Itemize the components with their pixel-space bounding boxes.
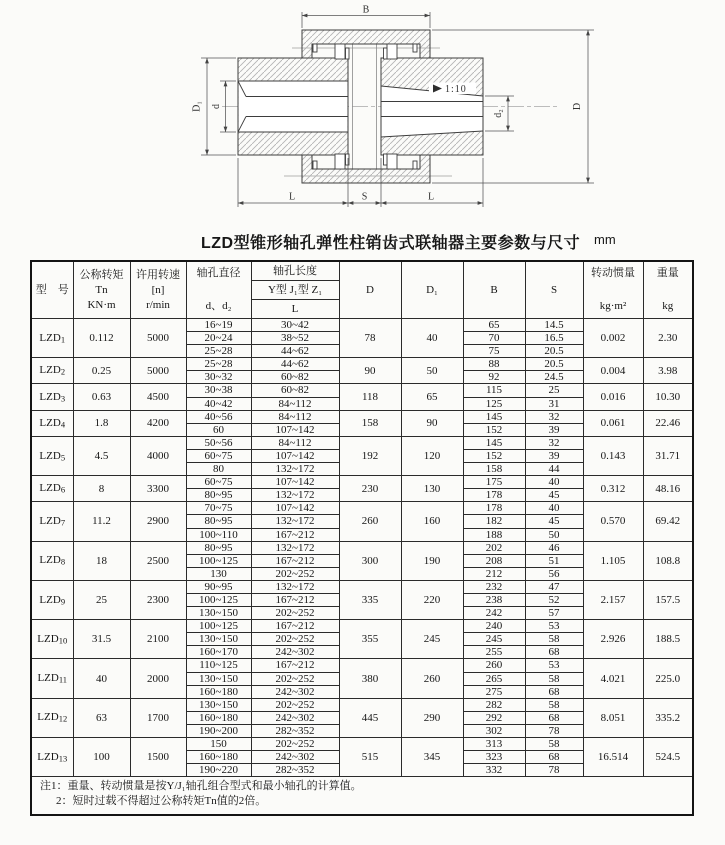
bore-diameter-cell: 70~75 (186, 502, 251, 515)
bore-diameter-cell: 80~95 (186, 541, 251, 554)
table-row (31, 541, 693, 554)
header-b: B (463, 261, 525, 319)
model-cell: LZD1 (31, 319, 73, 358)
b-cell: 178 (463, 502, 525, 515)
s-cell: 58 (525, 698, 583, 711)
torque-cell: 8 (73, 476, 130, 502)
inertia-cell: 0.312 (583, 476, 643, 502)
bore-length-cell: 30~42 (251, 319, 339, 332)
b-cell: 260 (463, 659, 525, 672)
b-cell: 145 (463, 436, 525, 449)
b-cell: 238 (463, 593, 525, 606)
model-cell: LZD13 (31, 738, 73, 777)
speed-cell: 2500 (130, 541, 186, 580)
unit-label: mm (594, 232, 616, 247)
b-cell: 245 (463, 633, 525, 646)
bore-length-cell: 202~252 (251, 607, 339, 620)
torque-cell: 1.8 (73, 410, 130, 436)
s-cell: 78 (525, 764, 583, 777)
model-cell: LZD5 (31, 436, 73, 475)
header-bore-length-title: 轴孔长度 (252, 262, 339, 281)
bore-diameter-cell: 80~95 (186, 515, 251, 528)
s-cell: 14.5 (525, 319, 583, 332)
inertia-cell: 8.051 (583, 698, 643, 737)
drawing-svg (0, 0, 725, 230)
s-cell: 68 (525, 711, 583, 724)
torque-cell: 0.25 (73, 358, 130, 384)
s-cell: 40 (525, 502, 583, 515)
header-d: D (339, 261, 401, 319)
bore-length-cell: 202~252 (251, 672, 339, 685)
model-cell: LZD10 (31, 620, 73, 659)
b-cell: 152 (463, 423, 525, 436)
weight-cell: 335.2 (643, 698, 693, 737)
bore-diameter-cell: 20~24 (186, 332, 251, 345)
header-torque-unit: KN·m (87, 298, 116, 311)
outer-diameter-cell: 355 (339, 620, 401, 659)
model-cell: LZD3 (31, 384, 73, 410)
bore-diameter-cell: 100~125 (186, 593, 251, 606)
note-line-1: 注1：重量、转动惯量是按Y/J₁轴孔组合型式和最小轴孔的计算值。 (40, 780, 362, 793)
d1-cell: 160 (401, 502, 463, 541)
bore-diameter-cell: 60~75 (186, 449, 251, 462)
bore-diameter-cell: 130~150 (186, 633, 251, 646)
s-cell: 20.5 (525, 358, 583, 371)
b-cell: 202 (463, 541, 525, 554)
s-cell: 31 (525, 397, 583, 410)
s-cell: 47 (525, 580, 583, 593)
b-cell: 175 (463, 476, 525, 489)
s-cell: 50 (525, 528, 583, 541)
bore-diameter-cell: 130 (186, 567, 251, 580)
speed-cell: 1700 (130, 698, 186, 737)
bore-diameter-cell: 190~200 (186, 724, 251, 737)
outer-diameter-cell: 158 (339, 410, 401, 436)
dim-label-d1: D₁ (191, 101, 203, 112)
d1-cell: 40 (401, 319, 463, 358)
b-cell: 188 (463, 528, 525, 541)
outer-diameter-cell: 260 (339, 502, 401, 541)
bore-diameter-cell: 30~38 (186, 384, 251, 397)
bore-length-cell: 84~112 (251, 410, 339, 423)
weight-cell: 31.71 (643, 436, 693, 475)
dim-label-l-right: L (427, 191, 435, 203)
s-cell: 57 (525, 607, 583, 620)
bore-diameter-cell: 90~95 (186, 580, 251, 593)
bore-length-cell: 60~82 (251, 371, 339, 384)
header-bore-length-symbol: L (291, 303, 299, 315)
header-torque-title: 公称转矩 (79, 268, 124, 281)
header-weight-title: 重量 (656, 267, 679, 279)
bore-diameter-cell: 160~180 (186, 685, 251, 698)
d1-cell: 50 (401, 358, 463, 384)
b-cell: 92 (463, 371, 525, 384)
model-cell: LZD8 (31, 541, 73, 580)
table-row (31, 410, 693, 423)
dim-label-l-left: L (288, 191, 296, 203)
bore-diameter-cell: 100~125 (186, 620, 251, 633)
bore-length-cell: 202~252 (251, 738, 339, 751)
bore-length-cell: 132~172 (251, 541, 339, 554)
outer-diameter-cell: 90 (339, 358, 401, 384)
s-cell: 45 (525, 489, 583, 502)
b-cell: 65 (463, 319, 525, 332)
s-cell: 40 (525, 476, 583, 489)
parameters-table (30, 260, 694, 816)
header-speed-title: 许用转速 (136, 268, 180, 281)
bore-length-cell: 132~172 (251, 580, 339, 593)
table-row (31, 358, 693, 371)
inertia-cell: 16.514 (583, 738, 643, 777)
bore-diameter-cell: 25~28 (186, 358, 251, 371)
weight-cell: 48.16 (643, 476, 693, 502)
bottom-sleeve (302, 155, 430, 183)
s-cell: 39 (525, 449, 583, 462)
s-cell: 24.5 (525, 371, 583, 384)
weight-cell: 108.8 (643, 541, 693, 580)
s-cell: 32 (525, 436, 583, 449)
b-cell: 212 (463, 567, 525, 580)
bore-length-cell: 242~302 (251, 711, 339, 724)
b-cell: 282 (463, 698, 525, 711)
bore-length-cell: 84~112 (251, 397, 339, 410)
outer-diameter-cell: 380 (339, 659, 401, 698)
torque-cell: 31.5 (73, 620, 130, 659)
d1-cell: 345 (401, 738, 463, 777)
outer-diameter-cell: 78 (339, 319, 401, 358)
bore-length-cell: 84~112 (251, 436, 339, 449)
table-header (31, 261, 693, 319)
table-row (31, 436, 693, 449)
inertia-cell: 0.143 (583, 436, 643, 475)
weight-cell: 2.30 (643, 319, 693, 358)
model-cell: LZD7 (31, 502, 73, 541)
s-cell: 58 (525, 738, 583, 751)
table-row (31, 698, 693, 711)
torque-cell: 63 (73, 698, 130, 737)
b-cell: 178 (463, 489, 525, 502)
dim-label-s: S (361, 191, 368, 203)
weight-cell: 225.0 (643, 659, 693, 698)
s-cell: 68 (525, 751, 583, 764)
coupling-section-drawing (0, 0, 725, 230)
b-cell: 323 (463, 751, 525, 764)
outer-diameter-cell: 118 (339, 384, 401, 410)
s-cell: 39 (525, 423, 583, 436)
b-cell: 232 (463, 580, 525, 593)
inertia-cell: 2.157 (583, 580, 643, 619)
s-cell: 53 (525, 659, 583, 672)
bore-length-cell: 107~142 (251, 449, 339, 462)
header-torque-symbol: Tn (95, 283, 108, 296)
bore-length-cell: 60~82 (251, 384, 339, 397)
bore-diameter-cell: 60 (186, 423, 251, 436)
bore-diameter-cell: 25~28 (186, 345, 251, 358)
bore-diameter-cell: 160~170 (186, 646, 251, 659)
s-cell: 53 (525, 620, 583, 633)
bore-diameter-cell: 100~110 (186, 528, 251, 541)
header-torque (73, 261, 130, 319)
d1-cell: 245 (401, 620, 463, 659)
b-cell: 70 (463, 332, 525, 345)
speed-cell: 4200 (130, 410, 186, 436)
bore-length-cell: 132~172 (251, 515, 339, 528)
bore-diameter-cell: 80 (186, 463, 251, 476)
torque-cell: 0.63 (73, 384, 130, 410)
model-cell: LZD4 (31, 410, 73, 436)
torque-cell: 100 (73, 738, 130, 777)
d1-cell: 260 (401, 659, 463, 698)
bore-diameter-cell: 150 (186, 738, 251, 751)
bore-diameter-cell: 130~150 (186, 607, 251, 620)
s-cell: 32 (525, 410, 583, 423)
bore-length-cell: 242~302 (251, 685, 339, 698)
bore-diameter-cell: 130~150 (186, 672, 251, 685)
torque-cell: 4.5 (73, 436, 130, 475)
header-bore-length-types: Y型 J₁型 Z₁ (252, 281, 339, 300)
b-cell: 208 (463, 554, 525, 567)
model-cell: LZD12 (31, 698, 73, 737)
d1-cell: 190 (401, 541, 463, 580)
b-cell: 75 (463, 345, 525, 358)
bore-length-cell: 242~302 (251, 751, 339, 764)
dim-label-d-outer: D (572, 102, 583, 111)
speed-cell: 4000 (130, 436, 186, 475)
speed-cell: 1500 (130, 738, 186, 777)
d1-cell: 130 (401, 476, 463, 502)
table-row (31, 384, 693, 397)
s-cell: 46 (525, 541, 583, 554)
b-cell: 302 (463, 724, 525, 737)
b-cell: 242 (463, 607, 525, 620)
outer-diameter-cell: 192 (339, 436, 401, 475)
speed-cell: 2000 (130, 659, 186, 698)
inertia-cell: 0.004 (583, 358, 643, 384)
inertia-cell: 0.061 (583, 410, 643, 436)
b-cell: 158 (463, 463, 525, 476)
bore-length-cell: 132~172 (251, 463, 339, 476)
table-row (31, 502, 693, 515)
bore-diameter-cell: 30~32 (186, 371, 251, 384)
table-row (31, 319, 693, 332)
s-cell: 56 (525, 567, 583, 580)
table-row (31, 738, 693, 751)
b-cell: 88 (463, 358, 525, 371)
note-line-2: 2：短时过载不得超过公称转矩Tn值的2倍。 (56, 795, 267, 808)
b-cell: 240 (463, 620, 525, 633)
weight-cell: 10.30 (643, 384, 693, 410)
top-sleeve (302, 30, 430, 58)
bore-length-cell: 107~142 (251, 502, 339, 515)
d1-cell: 290 (401, 698, 463, 737)
b-cell: 125 (463, 397, 525, 410)
bore-diameter-cell: 40~56 (186, 410, 251, 423)
bore-length-cell: 167~212 (251, 554, 339, 567)
header-d1: D₁ (401, 261, 463, 319)
b-cell: 115 (463, 384, 525, 397)
b-cell: 265 (463, 672, 525, 685)
b-cell: 292 (463, 711, 525, 724)
s-cell: 25 (525, 384, 583, 397)
b-cell: 255 (463, 646, 525, 659)
weight-cell: 157.5 (643, 580, 693, 619)
header-bore-diameter-symbol: d、d₂ (205, 299, 232, 312)
bore-diameter-cell: 40~42 (186, 397, 251, 410)
speed-cell: 2100 (130, 620, 186, 659)
s-cell: 51 (525, 554, 583, 567)
header-row (31, 261, 693, 319)
bore-length-cell: 282~352 (251, 764, 339, 777)
s-cell: 68 (525, 646, 583, 659)
inertia-cell: 0.570 (583, 502, 643, 541)
bore-length-cell: 202~252 (251, 633, 339, 646)
taper-label: 1:10 (445, 84, 467, 95)
bore-length-cell: 167~212 (251, 620, 339, 633)
bore-length-cell: 107~142 (251, 423, 339, 436)
s-cell: 45 (525, 515, 583, 528)
outer-diameter-cell: 335 (339, 580, 401, 619)
table-footer (31, 777, 693, 815)
speed-cell: 4500 (130, 384, 186, 410)
outer-diameter-cell: 300 (339, 541, 401, 580)
model-cell: LZD11 (31, 659, 73, 698)
outer-diameter-cell: 445 (339, 698, 401, 737)
header-speed (130, 261, 186, 319)
inertia-cell: 1.105 (583, 541, 643, 580)
bore-diameter-cell: 80~95 (186, 489, 251, 502)
header-speed-unit: r/min (146, 298, 170, 311)
inertia-cell: 4.021 (583, 659, 643, 698)
s-cell: 44 (525, 463, 583, 476)
dim-label-d2: d₂ (493, 109, 504, 118)
b-cell: 145 (463, 410, 525, 423)
table-row (31, 476, 693, 489)
bore-diameter-cell: 190~220 (186, 764, 251, 777)
bore-diameter-cell: 100~125 (186, 554, 251, 567)
bore-length-cell: 107~142 (251, 476, 339, 489)
model-cell: LZD9 (31, 580, 73, 619)
bore-length-cell: 44~62 (251, 345, 339, 358)
d1-cell: 220 (401, 580, 463, 619)
torque-cell: 0.112 (73, 319, 130, 358)
header-bore-length (251, 261, 339, 319)
header-speed-symbol: [n] (151, 283, 165, 296)
bore-length-cell: 44~62 (251, 358, 339, 371)
dim-label-b: B (362, 4, 370, 16)
torque-cell: 11.2 (73, 502, 130, 541)
bore-length-cell: 38~52 (251, 332, 339, 345)
title-row (0, 230, 725, 256)
weight-cell: 524.5 (643, 738, 693, 777)
b-cell: 182 (463, 515, 525, 528)
bore-length-cell: 282~352 (251, 724, 339, 737)
inertia-cell: 2.926 (583, 620, 643, 659)
weight-cell: 188.5 (643, 620, 693, 659)
bore-diameter-cell: 160~180 (186, 711, 251, 724)
torque-cell: 40 (73, 659, 130, 698)
b-cell: 275 (463, 685, 525, 698)
header-weight (643, 261, 693, 319)
bore-diameter-cell: 60~75 (186, 476, 251, 489)
s-cell: 20.5 (525, 345, 583, 358)
s-cell: 16.5 (525, 332, 583, 345)
header-inertia (583, 261, 643, 319)
header-inertia-unit: kg·m² (599, 299, 627, 312)
table-row (31, 659, 693, 672)
speed-cell: 2300 (130, 580, 186, 619)
header-s: S (525, 261, 583, 319)
s-cell: 58 (525, 672, 583, 685)
outer-diameter-cell: 515 (339, 738, 401, 777)
s-cell: 52 (525, 593, 583, 606)
bore-length-cell: 167~212 (251, 528, 339, 541)
b-cell: 313 (463, 738, 525, 751)
page-title: LZD型锥形轴孔弹性柱销齿式联轴器主要参数与尺寸 (201, 235, 581, 252)
s-cell: 78 (525, 724, 583, 737)
speed-cell: 3300 (130, 476, 186, 502)
torque-cell: 18 (73, 541, 130, 580)
s-cell: 58 (525, 633, 583, 646)
outer-diameter-cell: 230 (339, 476, 401, 502)
bore-diameter-cell: 50~56 (186, 436, 251, 449)
bore-diameter-cell: 110~125 (186, 659, 251, 672)
speed-cell: 5000 (130, 358, 186, 384)
header-inertia-title: 转动惯量 (591, 267, 635, 279)
header-model: 型 号 (31, 261, 73, 319)
b-cell: 152 (463, 449, 525, 462)
header-weight-unit: kg (662, 299, 674, 312)
dim-label-d-bore: d (211, 104, 222, 109)
weight-cell: 22.46 (643, 410, 693, 436)
notes-cell (31, 777, 693, 815)
model-cell: LZD2 (31, 358, 73, 384)
bore-diameter-cell: 16~19 (186, 319, 251, 332)
bore-length-cell: 167~212 (251, 659, 339, 672)
d1-cell: 120 (401, 436, 463, 475)
speed-cell: 2900 (130, 502, 186, 541)
header-bore-diameter (186, 261, 251, 319)
bore-length-cell: 242~302 (251, 646, 339, 659)
left-hub (238, 58, 348, 155)
speed-cell: 5000 (130, 319, 186, 358)
inertia-cell: 0.002 (583, 319, 643, 358)
torque-cell: 25 (73, 580, 130, 619)
bore-diameter-cell: 160~180 (186, 751, 251, 764)
bore-length-cell: 202~252 (251, 567, 339, 580)
d1-cell: 90 (401, 410, 463, 436)
table-row (31, 580, 693, 593)
bore-length-cell: 132~172 (251, 489, 339, 502)
taper-annotation (429, 83, 476, 96)
table-body (31, 319, 693, 777)
bore-length-cell: 167~212 (251, 593, 339, 606)
weight-cell: 3.98 (643, 358, 693, 384)
d1-cell: 65 (401, 384, 463, 410)
inertia-cell: 0.016 (583, 384, 643, 410)
table-row (31, 620, 693, 633)
s-cell: 68 (525, 685, 583, 698)
model-cell: LZD6 (31, 476, 73, 502)
bore-diameter-cell: 130~150 (186, 698, 251, 711)
b-cell: 332 (463, 764, 525, 777)
notes-row (31, 777, 693, 815)
header-bore-diameter-title: 轴孔直径 (196, 267, 241, 279)
bore-length-cell: 202~252 (251, 698, 339, 711)
right-hub (381, 58, 483, 155)
weight-cell: 69.42 (643, 502, 693, 541)
